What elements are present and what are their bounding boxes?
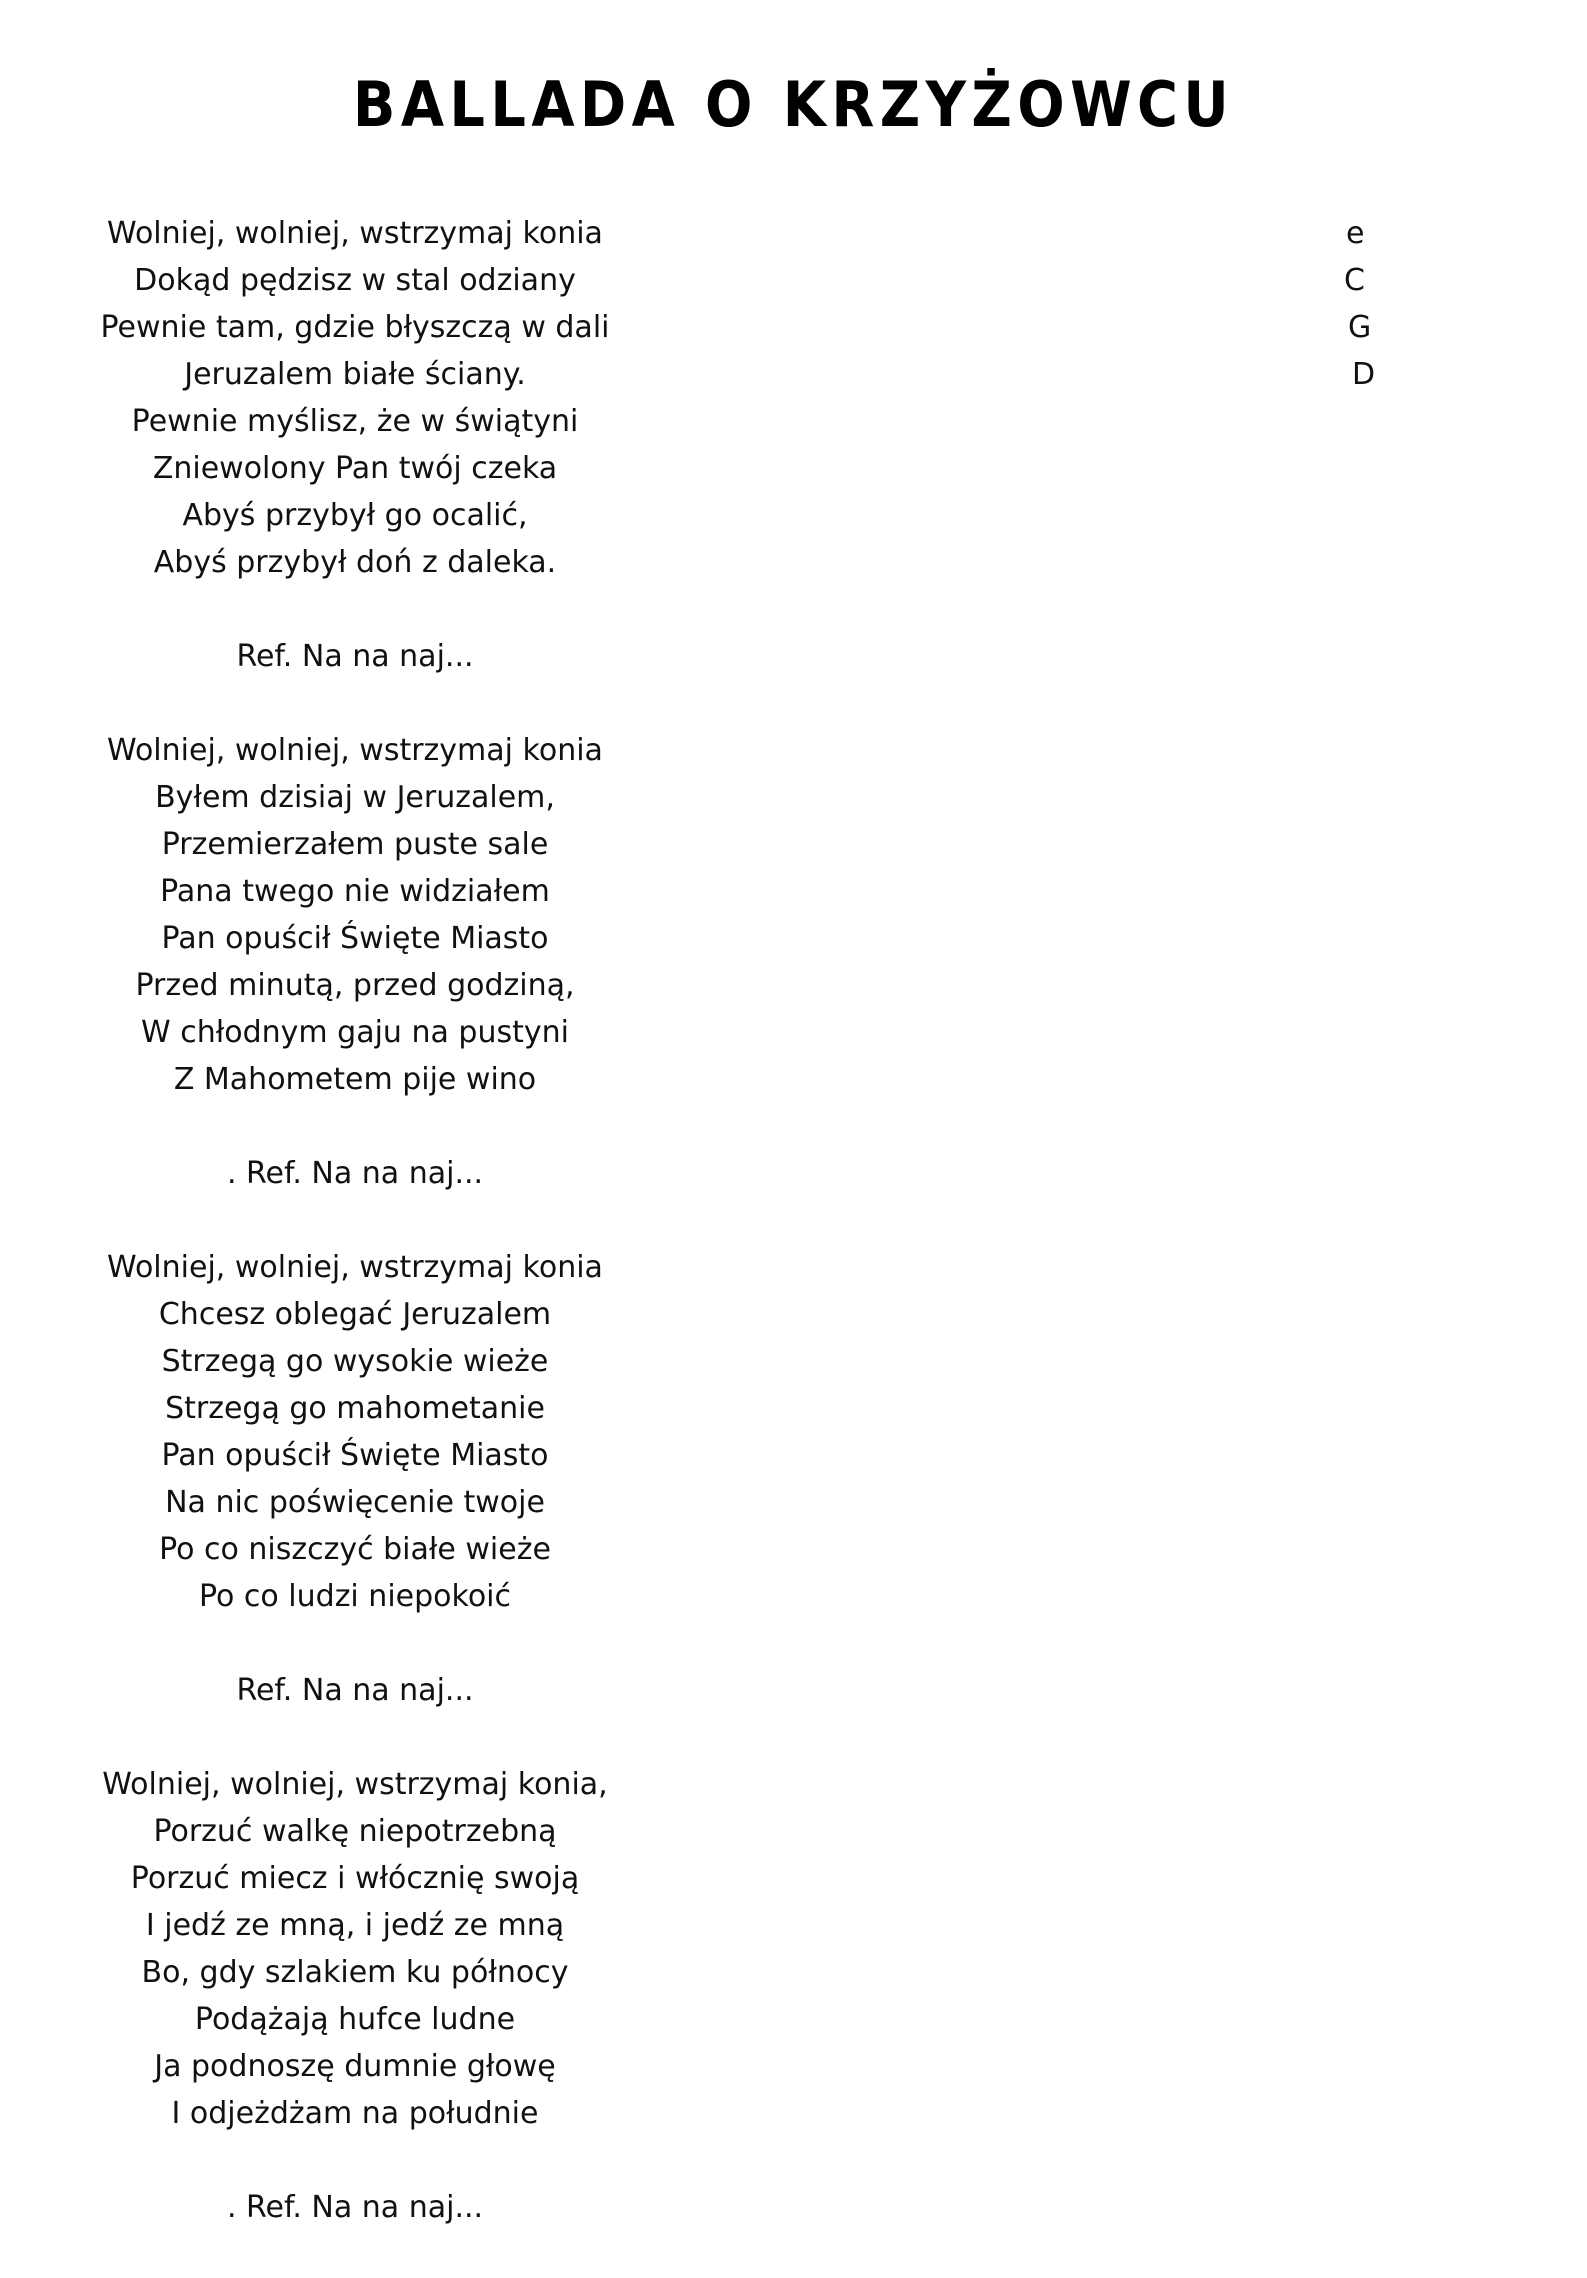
lyric-line: Po co ludzi niepokoić — [199, 1579, 511, 1614]
lyric-line: Strzegą go mahometanie — [165, 1391, 545, 1426]
lyric-line: Pan opuścił Święte Miasto — [161, 1438, 549, 1473]
refrain-line: . Ref. Na na naj... — [226, 1156, 484, 1191]
lyric-line: Byłem dzisiaj w Jeruzalem, — [155, 780, 555, 815]
lyric-line: Abyś przybył go ocalić, — [182, 498, 528, 533]
lyric-line: I jedź ze mną, i jedź ze mną — [145, 1908, 565, 1943]
lyrics-column — [60, 210, 650, 2278]
chords-column — [1330, 210, 1410, 398]
lyric-line: Po co niszczyć białe wieże — [159, 1532, 551, 1567]
lyric-line: Przemierzałem puste sale — [161, 827, 549, 862]
lyric-line: I odjeżdżam na południe — [171, 2096, 539, 2131]
lyric-line: Podążają hufce ludne — [194, 2002, 516, 2037]
lyric-line: Przed minutą, przed godziną, — [135, 968, 575, 1003]
lyric-line: Dokąd pędzisz w stal odziany — [134, 263, 576, 298]
lyric-line: Z Mahometem pije wino — [173, 1062, 537, 1097]
lyric-line: Pana twego nie widziałem — [160, 874, 550, 909]
lyric-line: Wolniej, wolniej, wstrzymaj konia — [107, 216, 603, 251]
stanza-1 — [60, 210, 650, 680]
lyric-line: Pan opuścił Święte Miasto — [161, 921, 549, 956]
chord-label: e — [1346, 216, 1365, 251]
lyric-line: Na nic poświęcenie twoje — [165, 1485, 545, 1520]
refrain-line: . Ref. Na na naj... — [226, 2190, 484, 2225]
lyric-line: W chłodnym gaju na pustyni — [141, 1015, 569, 1050]
song-title: BALLADA O KRZYŻOWCU — [352, 68, 1235, 141]
lyric-line: Bo, gdy szlakiem ku północy — [141, 1955, 569, 1990]
chord-label: G — [1348, 310, 1372, 345]
stanza-4 — [60, 1761, 650, 2231]
lyric-line: Porzuć miecz i włócznię swoją — [130, 1861, 580, 1896]
lyric-line: Pewnie myślisz, że w świątyni — [131, 404, 579, 439]
refrain-line: Ref. Na na naj... — [236, 1673, 474, 1708]
lyric-line: Wolniej, wolniej, wstrzymaj konia — [107, 1250, 603, 1285]
lyric-line: Porzuć walkę niepotrzebną — [153, 1814, 557, 1849]
stanza-2 — [60, 727, 650, 1197]
lyric-line: Ja podnoszę dumnie głowę — [154, 2049, 556, 2084]
stanza-3 — [60, 1244, 650, 1714]
lyric-line: Wolniej, wolniej, wstrzymaj konia — [107, 733, 603, 768]
chord-label: D — [1352, 357, 1376, 392]
refrain-line: Ref. Na na naj... — [236, 639, 474, 674]
lyric-line: Pewnie tam, gdzie błyszczą w dali — [100, 310, 610, 345]
lyric-line: Chcesz oblegać Jeruzalem — [158, 1297, 552, 1332]
lyric-line: Jeruzalem białe ściany. — [184, 357, 526, 392]
chord-label: C — [1344, 263, 1365, 298]
lyric-line: Wolniej, wolniej, wstrzymaj konia, — [102, 1767, 608, 1802]
lyric-line: Abyś przybył doń z daleka. — [153, 545, 557, 580]
lyric-line: Zniewolony Pan twój czeka — [152, 451, 558, 486]
lyric-line: Strzegą go wysokie wieże — [161, 1344, 549, 1379]
